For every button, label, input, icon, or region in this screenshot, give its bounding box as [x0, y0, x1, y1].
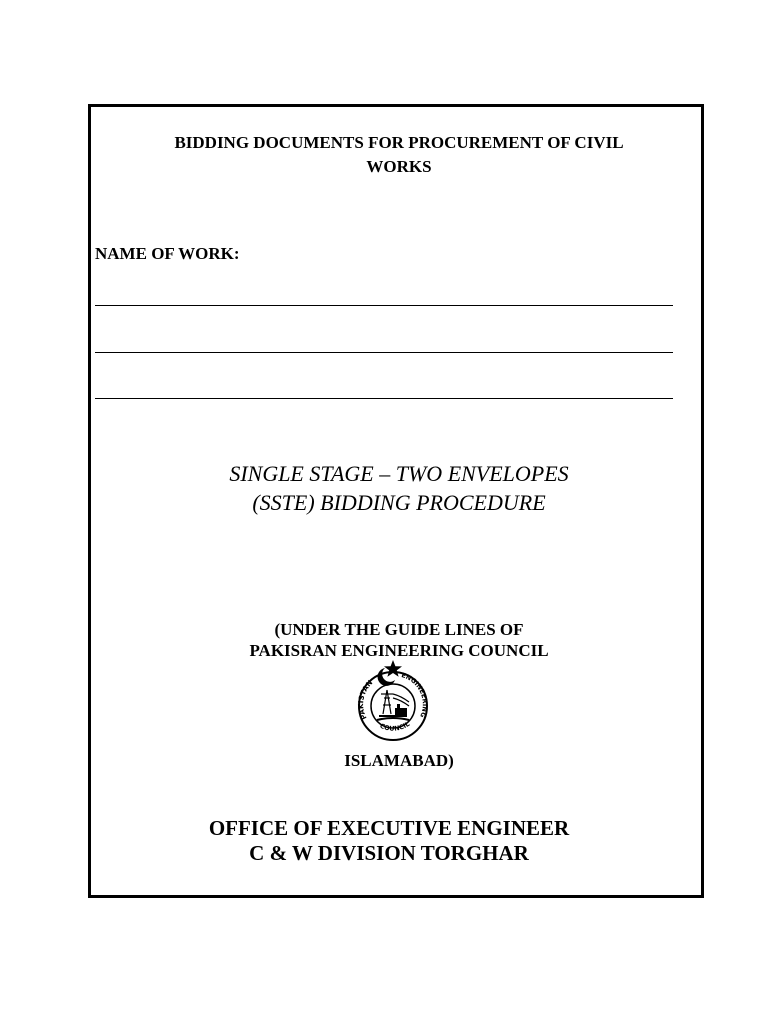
document-heading [101, 131, 697, 179]
office-line-2: C & W DIVISION TORGHAR [249, 841, 529, 865]
document-frame [88, 104, 704, 898]
name-of-work-blank-line-3 [95, 398, 673, 399]
name-of-work-label: NAME OF WORK: [95, 244, 240, 263]
city-line: ISLAMABAD) [344, 751, 454, 770]
seal-ring-text-right: ENGINEERING [400, 671, 429, 719]
office-line-1: OFFICE OF EXECUTIVE ENGINEER [208, 816, 570, 840]
heading-line-2: WORKS [366, 157, 432, 176]
guideline-line-2: PAKISRAN ENGINEERING COUNCIL [249, 641, 549, 660]
svg-text:COUNCIL [379, 720, 412, 733]
seal-ring-text-left: PAKISTAN [357, 678, 375, 721]
pakistan-engineering-council-seal-icon [355, 658, 431, 742]
name-of-work-blank-line-1 [95, 305, 673, 306]
seal-ring-text-bottom: COUNCIL [378, 719, 412, 733]
bidding-procedure-title [101, 459, 697, 517]
heading-line-1: BIDDING DOCUMENTS FOR PROCUREMENT OF CIVIL [174, 133, 624, 152]
guideline-note [91, 619, 707, 661]
office-block [91, 816, 687, 866]
procedure-line-1: SINGLE STAGE – TWO ENVELOPES [229, 461, 569, 486]
name-of-work-blank-line-2 [95, 352, 673, 353]
procedure-line-2: (SSTE) BIDDING PROCEDURE [252, 490, 546, 515]
guideline-line-1: (UNDER THE GUIDE LINES OF [274, 620, 524, 639]
